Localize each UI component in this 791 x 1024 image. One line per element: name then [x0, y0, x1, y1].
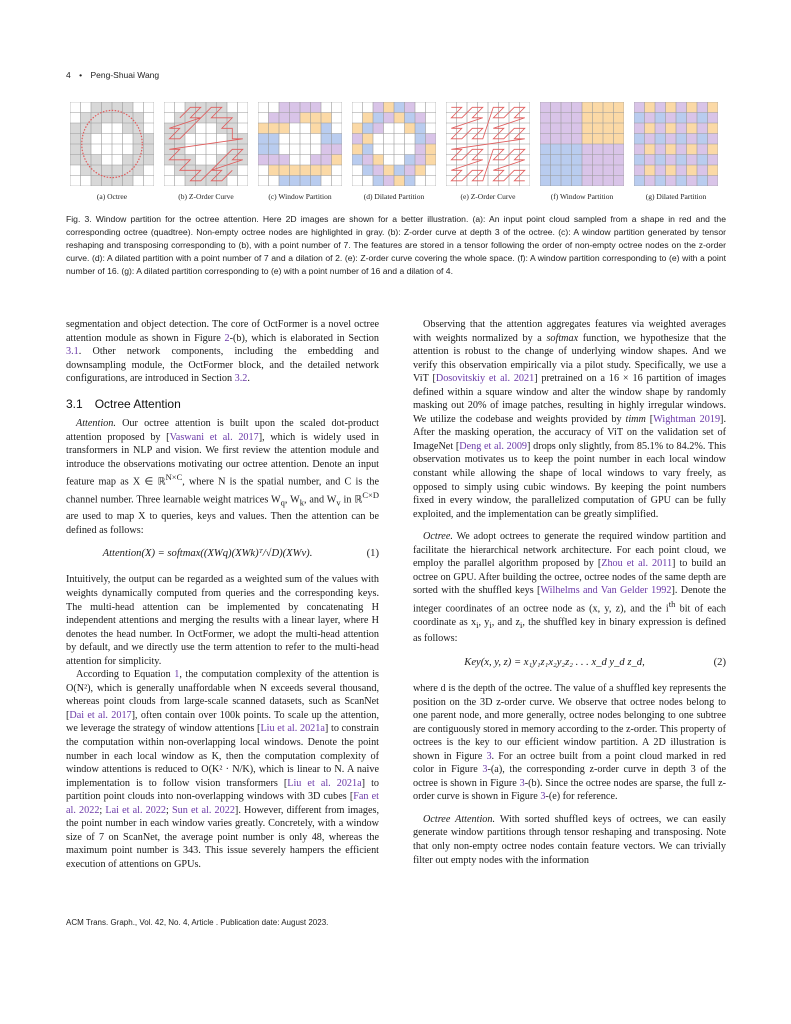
grid-cell — [676, 155, 687, 166]
grid-cell — [311, 155, 322, 166]
figure-ref[interactable]: 2 — [224, 332, 230, 344]
grid-cell — [697, 144, 708, 155]
grid-cell — [708, 176, 719, 187]
grid-cell — [91, 123, 102, 134]
grid-cell — [697, 155, 708, 166]
paragraph: Octree Attention. With sorted shuffled keys of octrees, we can easily generate window partitions through tensor reshaping and transposing. Note that only non-empty octree nodes contain feature vectors. We can trivially filter out empty nodes with the information — [413, 813, 726, 866]
grid-cell — [405, 155, 416, 166]
grid-cell — [415, 113, 426, 124]
grid-cell — [540, 155, 551, 166]
grid-cell — [666, 176, 677, 187]
grid-cell — [373, 123, 384, 134]
grid-cell — [614, 102, 625, 113]
equation-number: (2) — [713, 657, 726, 668]
citation[interactable]: Liu et al. 2021a — [287, 777, 362, 789]
paragraph: According to Equation 1, the computation complexity of the attention is O(N²), which is generally unaffordable when N exceeds several thousand, whereas point clouds from large-scale scanned datasets, such as ScanNet [Dai et al. 2017], often contain over 100k points. To scale up the attention, we leverage the strategy of window attentions [Liu et al. 2021a] to constrain the computation within non-overlapping local windows. Denote the point number in each local window as K, then the computation complexity of window attentions is reduced to O(K² · N/K), which is linear to N. A naive implementation is to follow vision transformers [Liu et al. 2021a] to partition point clouds into non-overlapping windows with 3D cubes [Fan et al. 2022; Lai et al. 2022; Sun et al. 2022]. However, different from images, the point number in each window varies greatly. Concretely, with a window size of 7 on ScanNet, the average point number is only 48, whereas the maximum point number is 343. This issue severely hampers the efficient execution of attentions on GPUs. — [66, 669, 380, 870]
grid-cell — [363, 113, 374, 124]
grid-cell — [290, 165, 301, 176]
grid-cell — [279, 165, 290, 176]
grid-cell — [708, 144, 719, 155]
grid-cell — [415, 134, 426, 145]
paragraph: Attention. Our octree attention is built upon the scaled dot-product attention proposed by [Vaswani et al. 2017], which is widely used in transformers in NLP and vision. We first review the attention module and introduce the observations motivating our octree attention. Denote an input feature map as X ∈ ℝ$^{N\times C}$, where N is the spatial number, and C is the channel number. Three learnable weight matrices $W_q$, $W_k$, and $W_v$ in ℝ$^{C\times D}$ are used to map X to queries, keys and values. Then the attention can be defined as follows: — [66, 418, 379, 536]
grid-cell — [258, 155, 269, 166]
left-column — [66, 318, 379, 872]
paragraph: where d is the depth of the octree. The value of a shuffled key represents the position on the 3D z-order curve. We observe that octree nodes belong to one parent node, and more generally, octree nodes belonging to one subtree are contiguously stored in memory according to the z-order. This property of octrees is the key to our efficient window partition. A 2D illustration is shown in Figure 3. For an octree built from a point cloud marked in red color in Figure 3-(a), the corresponding z-order curve in depth 3 of the octree is shown in Figure 3-(b). Since the octree nodes are sparse, the full z-order curve is shown in Figure 3-(e) for reference. — [413, 683, 726, 803]
grid-cell — [614, 113, 625, 124]
grid-cell — [144, 155, 155, 166]
grid-cell — [697, 102, 708, 113]
grid-cell — [614, 144, 625, 155]
grid-cell — [687, 113, 698, 124]
page-number: 4 — [66, 70, 71, 80]
grid-cell — [561, 155, 572, 166]
grid-cell — [634, 134, 645, 145]
grid-cell — [321, 155, 332, 166]
grid-cell — [352, 144, 363, 155]
grid-cell — [655, 113, 666, 124]
grid-cell — [634, 102, 645, 113]
grid-cell — [133, 144, 144, 155]
grid-cell — [614, 134, 625, 145]
grid-cell — [112, 113, 123, 124]
grid-cell — [394, 113, 405, 124]
grid-cell — [582, 134, 593, 145]
grid-cell — [363, 134, 374, 145]
panel-e — [446, 102, 530, 201]
equation-1 — [66, 543, 379, 567]
grid-cell — [279, 123, 290, 134]
grid-cell — [81, 155, 92, 166]
grid-cell — [572, 102, 583, 113]
grid-cell — [415, 144, 426, 155]
grid-cell — [394, 102, 405, 113]
grid-cell — [363, 144, 374, 155]
grid-cell — [603, 165, 614, 176]
grid-cell — [426, 134, 437, 145]
grid-cell — [290, 113, 301, 124]
panel-f — [540, 102, 624, 201]
grid-cell — [614, 123, 625, 134]
grid-cell — [593, 165, 604, 176]
grid-cell — [394, 165, 405, 176]
grid-cell — [123, 176, 134, 187]
grid-cell — [311, 113, 322, 124]
grid-cell — [582, 102, 593, 113]
grid-cell — [582, 113, 593, 124]
grid-cell — [572, 134, 583, 145]
grid-cell — [373, 102, 384, 113]
grid-cell — [551, 176, 562, 187]
grid-cell — [551, 102, 562, 113]
paragraph: Intuitively, the output can be regarded as a weighted sum of the values with weights dynamically computed from queries and the corresponding keys. The multi-head attention can be implemented by concatenating H independent attentions and merging the results with a linear layer, where H denotes the head number. In OctFormer, we adopt the multi-head attention by default, and we directly use the term attention to refer to the multi-head attention for simplicity. — [66, 574, 379, 667]
section-title: Octree Attention — [94, 396, 181, 411]
grid-cell — [551, 113, 562, 124]
panel-a — [70, 102, 154, 201]
grid-cell — [258, 144, 269, 155]
grid-cell — [91, 165, 102, 176]
grid-cell — [634, 113, 645, 124]
grid-cell — [697, 165, 708, 176]
grid-cell — [258, 134, 269, 145]
grid-cell — [352, 155, 363, 166]
grid-cell — [363, 123, 374, 134]
panel-a-label: (a) Octree — [96, 192, 128, 201]
grid-cell — [300, 113, 311, 124]
grid-cell — [676, 134, 687, 145]
grid-cell — [645, 176, 656, 187]
grid-cell — [655, 102, 666, 113]
grid-cell — [582, 176, 593, 187]
grid-cell — [269, 123, 280, 134]
grid-cell — [634, 176, 645, 187]
grid-cell — [561, 134, 572, 145]
grid-cell — [551, 165, 562, 176]
grid-cell — [676, 165, 687, 176]
panel-d-label: (d) Dilated Partition — [363, 192, 425, 201]
grid-cell — [279, 102, 290, 113]
equation-number: (1) — [366, 548, 379, 560]
grid-cell — [426, 144, 437, 155]
grid-cell — [645, 144, 656, 155]
grid-cell — [697, 134, 708, 145]
grid-cell — [540, 102, 551, 113]
grid-cell — [133, 113, 144, 124]
panel-c — [258, 102, 342, 201]
grid-cell — [582, 155, 593, 166]
grid-cell — [384, 165, 395, 176]
grid-cell — [603, 144, 614, 155]
grid-cell — [405, 165, 416, 176]
grid-cell — [415, 155, 426, 166]
grid-cell — [603, 123, 614, 134]
grid-cell — [593, 123, 604, 134]
grid-cell — [603, 113, 614, 124]
grid-cell — [300, 176, 311, 187]
grid-cell — [321, 123, 332, 134]
grid-cell — [572, 113, 583, 124]
grid-cell — [614, 165, 625, 176]
figure-ref[interactable]: 3 — [486, 750, 492, 762]
grid-cell — [687, 123, 698, 134]
grid-cell — [551, 144, 562, 155]
grid-cell — [634, 155, 645, 166]
grid-cell — [332, 155, 343, 166]
figure-ref[interactable]: 3 — [482, 764, 488, 776]
grid-cell — [300, 102, 311, 113]
grid-cell — [561, 165, 572, 176]
grid-cell — [540, 165, 551, 176]
grid-cell — [551, 155, 562, 166]
grid-cell — [321, 134, 332, 145]
grid-cell — [321, 144, 332, 155]
grid-cell — [603, 176, 614, 187]
grid-cell — [384, 102, 395, 113]
grid-cell — [415, 123, 426, 134]
grid-cell — [123, 155, 134, 166]
citation[interactable]: Sun et al. 2022 — [172, 804, 235, 816]
panel-g-label: (g) Dilated Partition — [645, 192, 707, 201]
grid-cell — [634, 123, 645, 134]
citation[interactable]: Zhou et al. 2011 — [601, 558, 673, 570]
citation[interactable]: Wightman 2019 — [653, 413, 721, 425]
grid-cell — [614, 155, 625, 166]
figure-caption: Fig. 3. Window partition for the octree attention. Here 2D images are shown for a better illustration. (a): An input point cloud sampled from a shape in red and the corresponding octree (quadtree). Non-empty octree nodes are highlighted in gray. (b): Z-order curve at depth 3 of the octree. (c): A window partition generated by tensor reshaping and transposing corresponding to (b), with a point number of 7. The features are stored in a tensor following the order of non-empty octree nodes on the z-order curve. (d): A dilated partition with a point number of 7 and a dilation of 2. (e): Z-order curve covering the whole space. (f): A window partition corresponding to (e) with a point number of 16. (g): A dilated partition corresponding to (e) with a point number of 16 and a dilation of 4. — [66, 214, 726, 277]
grid-cell — [112, 102, 123, 113]
grid-cell — [687, 155, 698, 166]
grid-cell — [603, 155, 614, 166]
grid-cell — [394, 176, 405, 187]
grid-cell — [666, 165, 677, 176]
grid-cell — [144, 144, 155, 155]
grid-cell — [321, 165, 332, 176]
panel-e-label: (e) Z-Order Curve — [460, 192, 516, 201]
figure-3 — [66, 102, 726, 202]
grid-cell — [582, 144, 593, 155]
grid-cell — [572, 165, 583, 176]
grid-cell — [645, 113, 656, 124]
grid-cell — [384, 113, 395, 124]
grid-cell — [405, 102, 416, 113]
grid-cell — [687, 176, 698, 187]
grid-cell — [697, 176, 708, 187]
grid-cell — [415, 165, 426, 176]
section-heading — [66, 398, 379, 412]
grid-cell — [614, 176, 625, 187]
grid-cell — [676, 176, 687, 187]
citation[interactable]: Deng et al. 2009 — [459, 440, 528, 452]
panel-b — [164, 102, 248, 201]
grid-cell — [582, 123, 593, 134]
grid-cell — [405, 176, 416, 187]
grid-cell — [70, 134, 81, 145]
grid-cell — [81, 123, 92, 134]
grid-cell — [593, 144, 604, 155]
grid-cell — [290, 176, 301, 187]
grid-cell — [655, 176, 666, 187]
grid-cell — [384, 176, 395, 187]
figure-ref[interactable]: 3 — [540, 791, 546, 803]
grid-cell — [269, 165, 280, 176]
grid-cell — [373, 155, 384, 166]
panel-c-label: (c) Window Partition — [268, 192, 332, 201]
grid-cell — [582, 165, 593, 176]
grid-cell — [572, 144, 583, 155]
grid-cell — [708, 123, 719, 134]
paragraph: Octree. We adopt octrees to generate the required window partition and facilitate the hierarchical network architecture. For each point cloud, we employ the parallel algorithm proposed by [Zhou et al. 2011] to build an octree on GPU. After building the octree, octree nodes of the same depth are sorted with the shuffled keys [Wilhelms and Van Gelder 1992]. Denote the integer coordinates of an octree node as (x, y, z), and the $i^{th}$ bit of each coordinate as $x_i$, $y_i$, and $z_i$, the shuffled key in binary expression is defined as follows: — [413, 531, 727, 645]
grid-cell — [561, 113, 572, 124]
grid-cell — [666, 102, 677, 113]
grid-cell — [352, 123, 363, 134]
grid-cell — [332, 134, 343, 145]
grid-cell — [373, 165, 384, 176]
grid-cell — [676, 144, 687, 155]
grid-cell — [645, 123, 656, 134]
grid-cell — [279, 113, 290, 124]
grid-cell — [112, 165, 123, 176]
grid-cell — [645, 102, 656, 113]
grid-cell — [123, 165, 134, 176]
grid-cell — [363, 155, 374, 166]
grid-cell — [593, 134, 604, 145]
grid-cell — [405, 113, 416, 124]
grid-cell — [593, 155, 604, 166]
section-ref[interactable]: 3.1 — [66, 346, 79, 358]
grid-cell — [540, 176, 551, 187]
grid-cell — [144, 134, 155, 145]
citation[interactable]: Dai et al. 2017 — [69, 709, 132, 721]
grid-cell — [655, 144, 666, 155]
grid-cell — [81, 144, 92, 155]
equation-ref[interactable]: 1 — [174, 669, 180, 681]
grid-cell — [269, 134, 280, 145]
grid-cell — [540, 123, 551, 134]
grid-cell — [655, 134, 666, 145]
grid-cell — [572, 123, 583, 134]
grid-cell — [540, 144, 551, 155]
grid-cell — [123, 123, 134, 134]
grid-cell — [666, 155, 677, 166]
grid-cell — [708, 165, 719, 176]
grid-cell — [102, 113, 113, 124]
panel-f-label: (f) Window Partition — [550, 192, 614, 201]
header-bullet: • — [79, 70, 83, 80]
grid-cell — [572, 155, 583, 166]
grid-cell — [311, 176, 322, 187]
equation-2 — [413, 652, 726, 676]
grid-cell — [551, 123, 562, 134]
citation[interactable]: Dosovitskiy et al. 2021 — [435, 373, 535, 385]
grid-cell — [645, 155, 656, 166]
grid-cell — [708, 155, 719, 166]
panel-b-label: (b) Z-Order Curve — [178, 192, 234, 201]
grid-cell — [561, 102, 572, 113]
grid-cell — [645, 134, 656, 145]
grid-cell — [687, 165, 698, 176]
grid-cell — [708, 102, 719, 113]
panel-g — [634, 102, 718, 201]
grid-cell — [269, 155, 280, 166]
grid-cell — [551, 134, 562, 145]
panel-d — [352, 102, 436, 201]
grid-cell — [91, 102, 102, 113]
grid-cell — [687, 102, 698, 113]
grid-cell — [373, 113, 384, 124]
citation[interactable]: Fan et al. 2022 — [66, 791, 379, 816]
grid-cell — [279, 176, 290, 187]
grid-cell — [561, 176, 572, 187]
grid-cell — [279, 155, 290, 166]
grid-cell — [655, 123, 666, 134]
grid-cell — [311, 102, 322, 113]
grid-cell — [311, 123, 322, 134]
grid-cell — [687, 134, 698, 145]
grid-cell — [258, 123, 269, 134]
grid-cell — [405, 123, 416, 134]
grid-cell — [666, 134, 677, 145]
equation-body: Key(x, y, z) = x₁y₁z₁x₂y₂z₂ . . . x_d y_d z_d, — [464, 657, 645, 668]
grid-cell — [70, 144, 81, 155]
grid-cell — [593, 113, 604, 124]
grid-cell — [269, 113, 280, 124]
grid-cell — [332, 144, 343, 155]
citation[interactable]: Lai et al. 2022 — [105, 804, 167, 816]
grid-cell — [655, 165, 666, 176]
figure-ref[interactable]: 3 — [519, 777, 525, 789]
author-name: Peng-Shuai Wang — [90, 70, 160, 80]
grid-cell — [603, 102, 614, 113]
grid-cell — [593, 102, 604, 113]
equation-body: Attention(X) = softmax((XWq)(XWk)ᵀ/√D)(XWv). — [102, 548, 313, 560]
running-header — [66, 70, 159, 80]
grid-cell — [708, 113, 719, 124]
grid-cell — [321, 113, 332, 124]
grid-cell — [666, 144, 677, 155]
grid-cell — [645, 165, 656, 176]
grid-cell — [311, 165, 322, 176]
grid-cell — [561, 144, 572, 155]
grid-cell — [352, 134, 363, 145]
grid-cell — [540, 134, 551, 145]
right-column — [413, 318, 726, 867]
grid-cell — [603, 134, 614, 145]
grid-cell — [676, 113, 687, 124]
grid-cell — [708, 134, 719, 145]
grid-cell — [91, 176, 102, 187]
grid-cell — [676, 123, 687, 134]
grid-cell — [363, 165, 374, 176]
grid-cell — [300, 165, 311, 176]
grid-cell — [666, 123, 677, 134]
grid-cell — [655, 155, 666, 166]
grid-cell — [634, 144, 645, 155]
section-number: 3.1 — [66, 396, 83, 411]
grid-cell — [697, 123, 708, 134]
grid-cell — [70, 155, 81, 166]
grid-cell — [290, 102, 301, 113]
grid-cell — [540, 113, 551, 124]
grid-cell — [70, 123, 81, 134]
citation[interactable]: Vaswani et al. 2017 — [169, 431, 259, 443]
grid-cell — [373, 176, 384, 187]
grid-cell — [687, 144, 698, 155]
grid-cell — [634, 165, 645, 176]
grid-cell — [561, 123, 572, 134]
grid-cell — [91, 155, 102, 166]
citation[interactable]: Liu et al. 2021a — [260, 723, 325, 735]
grid-cell — [123, 102, 134, 113]
grid-cell — [593, 176, 604, 187]
paragraph: Observing that the attention aggregates features via weighted averages with weights normalized by a softmax function, we hypothesize that the attention is robust to the change of underlying window shapes. And we verify this observation empirically via a pilot study. Specifically, we use a ViT [Dosovitskiy et al. 2021] pretrained on a 16 × 16 partition of images defined within a square window and alter the window shape by randomly masking out 20% of image patches, resulting in highly irregular windows. We utilize the codebase and weights provided by timm [Wightman 2019]. After the masking operation, the accuracy of ViT on the validation set of ImageNet [Deng et al. 2009] drops only slightly, from 85.1% to 84.2%. This observation motivates us to keep the point number in each local window constant while allowing the shape of local windows to vary freely, as opposed to simply using cubic windows. By keeping the point numbers fixed in every window, the parallelized computation of GPU can be fully exploited, and the implementation can be greatly simplified. — [413, 319, 727, 520]
section-ref[interactable]: 3.2 — [234, 373, 248, 385]
grid-cell — [676, 102, 687, 113]
paragraph: segmentation and object detection. The core of OctFormer is a novel octree attention module as shown in Figure 2-(b), which is elaborated in Section 3.1. Other network components, including the embedding and downsampling module, the OctFormer block, and the detailed network configurations, are introduced in Section 3.2. — [66, 319, 379, 385]
grid-cell — [269, 144, 280, 155]
grid-cell — [102, 165, 113, 176]
grid-cell — [426, 155, 437, 166]
grid-cell — [697, 113, 708, 124]
page-footer: ACM Trans. Graph., Vol. 42, No. 4, Article . Publication date: August 2023. — [66, 918, 329, 927]
citation[interactable]: Wilhelms and Van Gelder 1992 — [540, 585, 672, 597]
grid-cell — [666, 113, 677, 124]
grid-cell — [572, 176, 583, 187]
